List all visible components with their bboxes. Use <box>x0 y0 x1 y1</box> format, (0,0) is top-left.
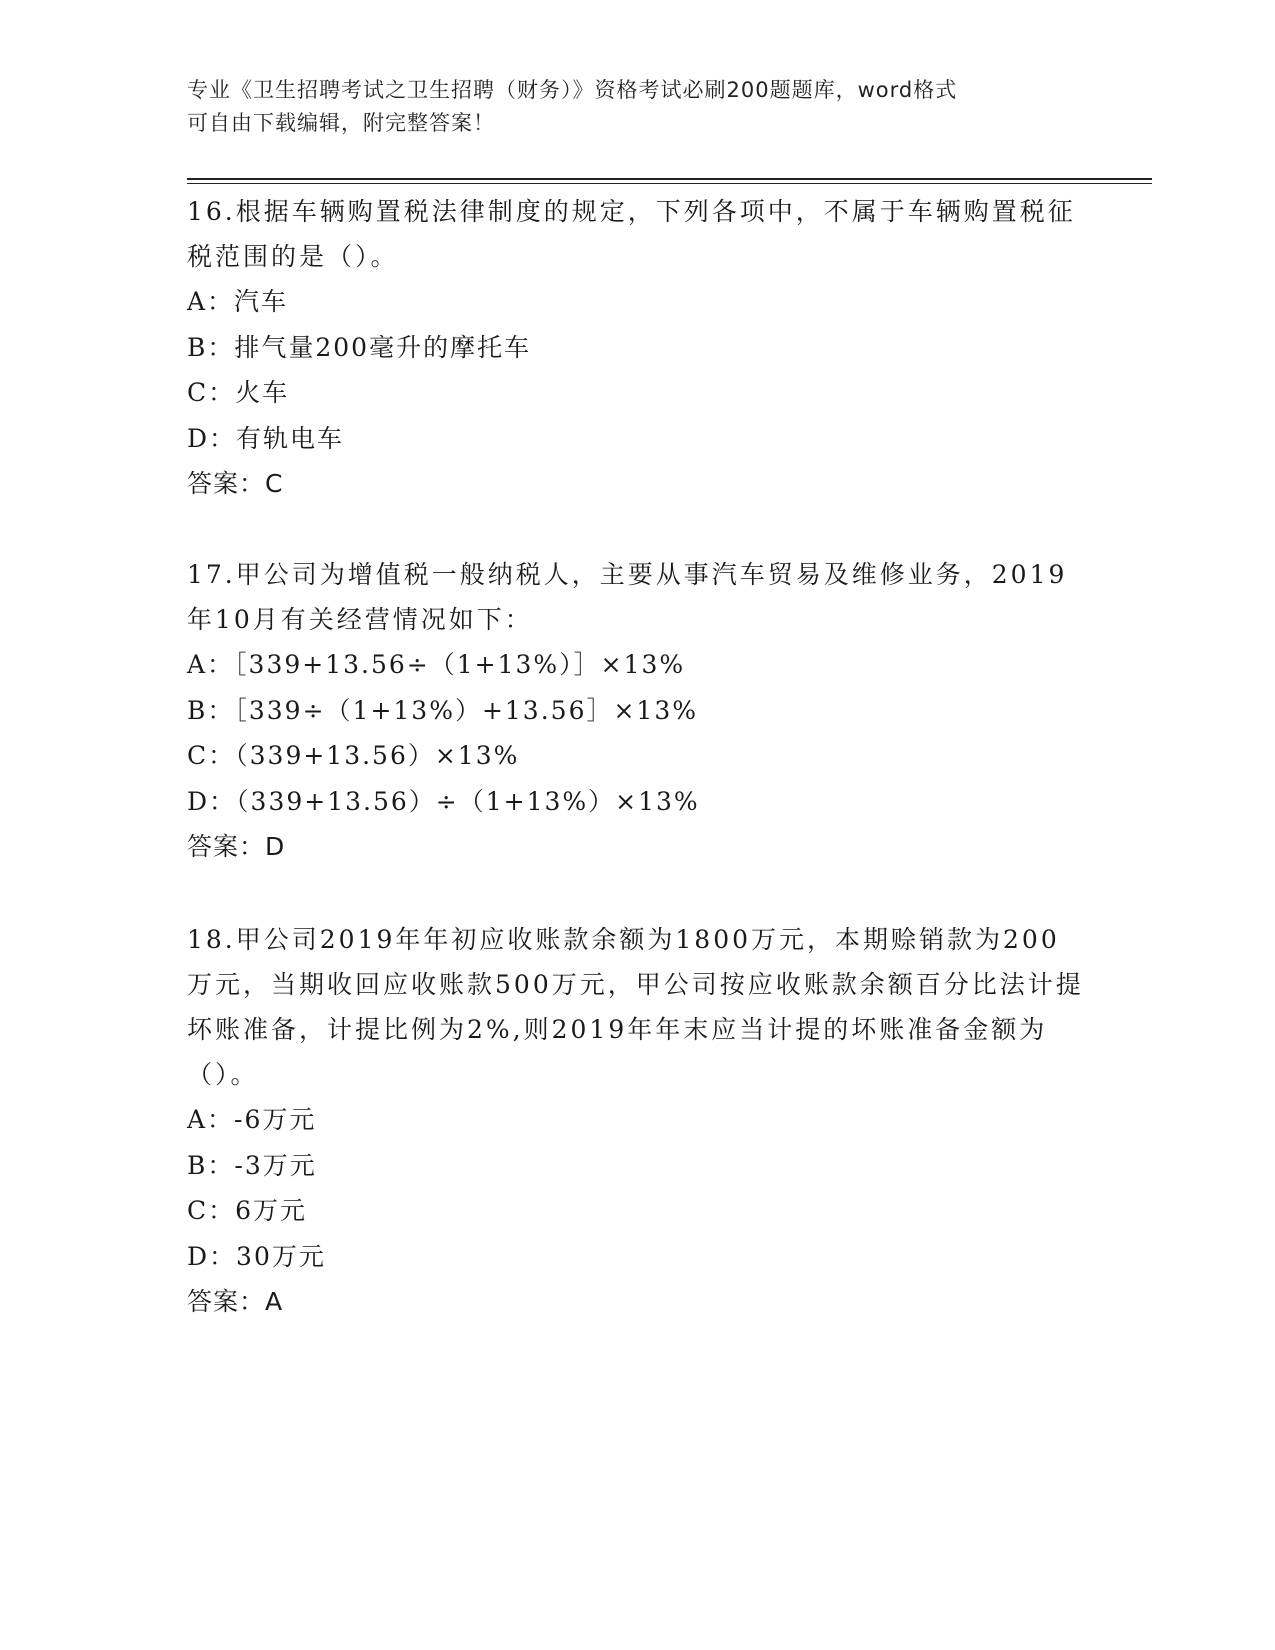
option-d: D：（339+13.56）÷（1+13%）×13% <box>187 786 700 816</box>
option-b: B：-3万元 <box>187 1150 317 1180</box>
answer: 答案：A <box>187 1287 284 1316</box>
answer: 答案：D <box>187 832 286 861</box>
option-a: A：［339+13.56÷（1+13%）］×13% <box>187 650 686 679</box>
answer: 答案：C <box>187 469 284 498</box>
question-text: 18.甲公司2019年年初应收账款余额为1800万元，本期赊销款为200万元，当期收回应收账款500万元，甲公司按应收账款余额百分比法计提坏账准备，计提比例为2%,则2019年年末应当计提的坏账准备金额为（）。 <box>187 925 1084 1089</box>
document-header <box>187 74 1067 140</box>
question-text: 16.根据车辆购置税法律制度的规定，下列各项中，不属于车辆购置税征税范围的是（）。 <box>187 197 1076 271</box>
option-b: B：［339÷（1+13%）+13.56］×13% <box>187 695 698 725</box>
option-c: C：（339+13.56）×13% <box>187 741 520 770</box>
question-16 <box>187 189 1087 506</box>
question-18 <box>187 917 1087 1324</box>
option-b: B：排气量200毫升的摩托车 <box>187 332 532 362</box>
question-text: 17.甲公司为增值税一般纳税人，主要从事汽车贸易及维修业务，2019年10月有关经营情况如下： <box>187 560 1068 634</box>
header-divider-thin <box>187 183 1152 184</box>
option-c: C：火车 <box>187 378 290 407</box>
header-line-1: 专业《卫生招聘考试之卫生招聘（财务）》资格考试必刷200题题库，word格式 <box>187 78 958 102</box>
option-d: D：30万元 <box>187 1241 326 1271</box>
option-d: D：有轨电车 <box>187 423 345 453</box>
option-a: A：-6万元 <box>187 1105 317 1134</box>
header-line-2: 可自由下载编辑，附完整答案！ <box>187 111 495 135</box>
option-a: A：汽车 <box>187 287 289 316</box>
header-divider-thick <box>187 178 1152 180</box>
option-c: C：6万元 <box>187 1196 308 1225</box>
question-17 <box>187 552 1087 869</box>
